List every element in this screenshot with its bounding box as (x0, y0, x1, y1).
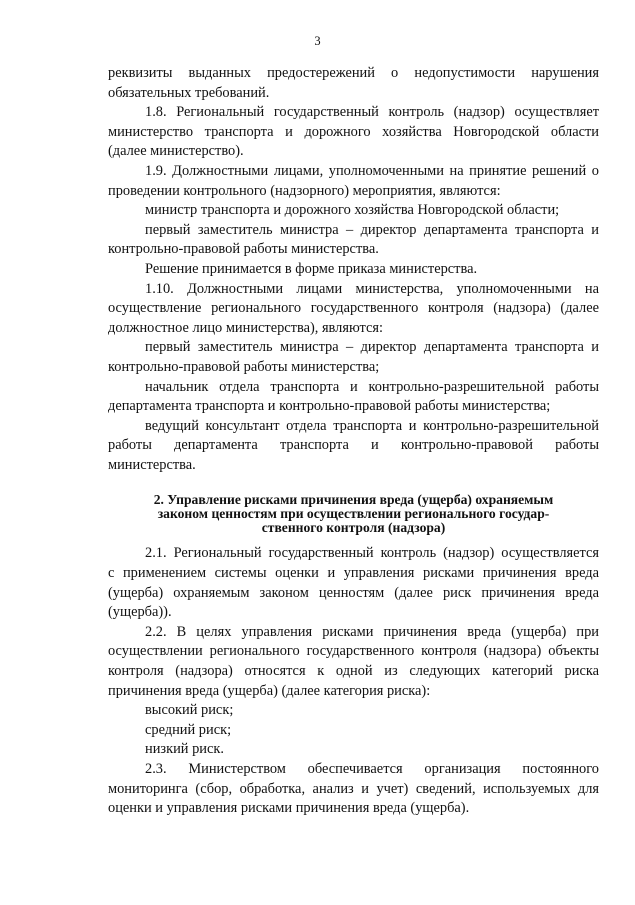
paragraph-line: причинения вреда (ущерба) (далее категория риска): (108, 682, 431, 699)
paragraph-line: 1.9. Должностными лицами, уполномоченными на принятие решений о (145, 162, 599, 179)
paragraph (108, 64, 599, 103)
section-1-continuation (108, 64, 599, 475)
paragraph-line: обязательных требований. (108, 84, 270, 101)
paragraph (108, 701, 599, 721)
paragraph (108, 417, 599, 476)
paragraph-line: работы департамента транспорта и контрольно-правовой работы (108, 437, 599, 454)
document-body (108, 64, 599, 819)
paragraph-line: 2.1. Региональный государственный контроль (надзор) осуществляется (145, 545, 599, 562)
paragraph-line: министерство транспорта и дорожного хозяйства Новгородской области (108, 123, 599, 140)
paragraph-line: с применением системы оценки и управления рисками причинения вреда (108, 565, 599, 582)
paragraph-line: контрольно-правовой работы министерства. (108, 241, 379, 258)
paragraph-line: первый заместитель министра – директор департамента транспорта и (145, 221, 599, 238)
heading-line: 2. Управление рисками причинения вреда (ущерба) охраняемым (153, 492, 554, 508)
paragraph-line: средний риск; (145, 721, 232, 738)
paragraph (108, 760, 599, 819)
paragraph-line: проведении контрольного (надзорного) мероприятия, являются: (108, 182, 501, 199)
paragraph-line: низкий риск. (145, 741, 224, 758)
paragraph-line: контроля (надзора) относятся к одной из следующих категорий риска (108, 663, 599, 680)
heading-line: ственного контроля (надзора) (261, 520, 446, 536)
paragraph-line: должностное лицо министерства), являются: (108, 319, 383, 336)
paragraph (108, 378, 599, 417)
heading-line: законом ценностям при осуществлении регионального государ- (157, 506, 550, 522)
paragraph-line: (ущерба) охраняемым законом ценностям (далее риск причинения вреда (108, 584, 599, 601)
paragraph-line: начальник отдела транспорта и контрольно-разрешительной работы (145, 378, 599, 395)
paragraph (108, 201, 599, 221)
paragraph-line: (ущерба)). (108, 604, 172, 621)
paragraph-line: высокий риск; (145, 702, 234, 719)
paragraph-line: Решение принимается в форме приказа министерства. (145, 260, 478, 277)
paragraph (108, 623, 599, 701)
paragraph-line: 1.8. Региональный государственный контроль (надзор) осуществляет (145, 104, 599, 121)
section-2-heading (108, 493, 599, 535)
paragraph-line: (далее министерство). (108, 143, 244, 160)
paragraph-line: первый заместитель министра – директор департамента транспорта и (145, 339, 599, 356)
paragraph (108, 280, 599, 339)
paragraph-line: департамента транспорта и контрольно-правовой работы министерства; (108, 398, 551, 415)
paragraph-line: реквизиты выданных предостережений о недопустимости нарушения (108, 65, 599, 81)
paragraph-line: контрольно-правовой работы министерства; (108, 358, 380, 375)
paragraph (108, 740, 599, 760)
paragraph-line: ведущий консультант отдела транспорта и контрольно-разрешительной (145, 417, 599, 434)
paragraph-line: 2.2. В целях управления рисками причинения вреда (ущерба) при (145, 623, 599, 640)
paragraph (108, 162, 599, 201)
paragraph-line: 1.10. Должностными лицами министерства, уполномоченными на (145, 280, 599, 297)
paragraph (108, 544, 599, 622)
section-2-body (108, 544, 599, 818)
paragraph (108, 721, 599, 741)
paragraph-line: министерства. (108, 456, 196, 473)
paragraph (108, 221, 599, 260)
paragraph-line: мониторинга (сбор, обработка, анализ и учет) сведений, используемых для (108, 780, 599, 797)
paragraph (108, 260, 599, 280)
page-number: 3 (314, 34, 321, 48)
paragraph-line: министр транспорта и дорожного хозяйства Новгородской области; (145, 202, 560, 219)
paragraph-line: 2.3. Министерством обеспечивается организация постоянного (145, 761, 599, 777)
paragraph-line: оценки и управления рисками причинения вреда (ущерба). (108, 800, 470, 817)
paragraph-line: осуществлении регионального государственного контроля (надзора) объекты (108, 643, 599, 660)
paragraph-line: осуществление регионального государственного контроля (надзора) (далее (108, 300, 599, 317)
paragraph (108, 338, 599, 377)
paragraph (108, 103, 599, 162)
